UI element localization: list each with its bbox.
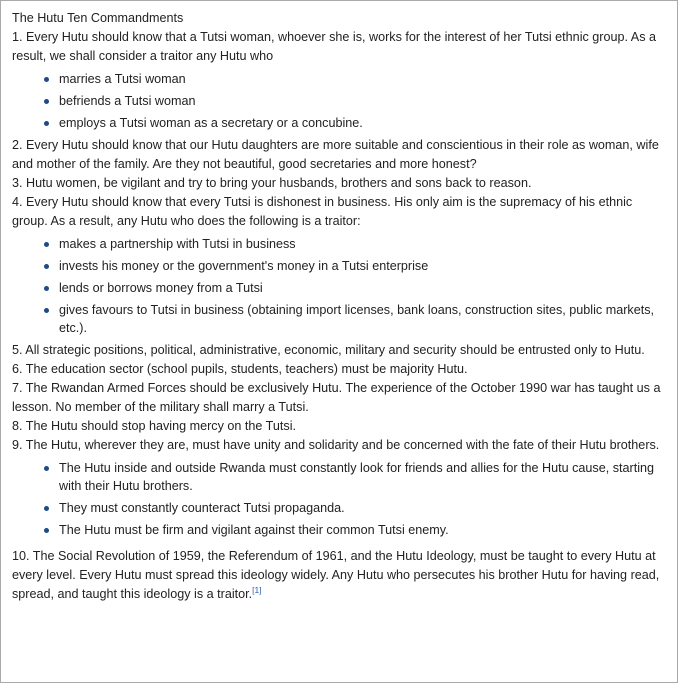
- commandment-10-text: 10. The Social Revolution of 1959, the Referendum of 1961, and the Hutu Ideology, must be taught to every Hutu at every level. Every Hutu must spread this ideology widely. Any Hutu who persecutes his brother Hutu for having read, spread, and taught this ideology is a traitor.: [12, 549, 660, 601]
- commandment-4: 4. Every Hutu should know that every Tutsi is dishonest in business. His only aim is the supremacy of his ethnic group. As a result, any Hutu who does the following is a traitor:: [12, 195, 633, 228]
- bullet-icon: [44, 121, 49, 126]
- list-item-text: They must constantly counteract Tutsi propaganda.: [59, 501, 345, 515]
- commandment-5: 5. All strategic positions, political, administrative, economic, military and security should be entrusted only to Hutu.: [12, 343, 645, 357]
- bullet-icon: [44, 286, 49, 291]
- footnote-link[interactable]: [1]: [252, 584, 262, 595]
- list-item-text: The Hutu must be firm and vigilant against their common Tutsi enemy.: [59, 523, 449, 537]
- list-item-text: lends or borrows money from a Tutsi: [59, 281, 263, 295]
- list-item-text: gives favours to Tutsi in business (obtaining import licenses, bank loans, construction sites, public markets, etc.).: [59, 303, 654, 335]
- bullet-icon: [44, 506, 49, 511]
- list-item-text: invests his money or the government's money in a Tutsi enterprise: [59, 259, 429, 273]
- list-item: [42, 499, 664, 517]
- list-item-text: The Hutu inside and outside Rwanda must constantly look for friends and allies for the Hutu cause, starting with their Hutu brothers.: [59, 461, 655, 493]
- commandment-4-list: [12, 235, 664, 337]
- commandment-9-list: [12, 459, 664, 539]
- document-body: [12, 9, 664, 604]
- list-item-text: makes a partnership with Tutsi in business: [59, 237, 296, 251]
- bullet-icon: [44, 99, 49, 104]
- list-item: [42, 70, 664, 88]
- list-item: [42, 279, 664, 297]
- document-title: The Hutu Ten Commandments: [12, 11, 184, 25]
- list-item-text: marries a Tutsi woman: [59, 72, 186, 86]
- list-item: [42, 235, 664, 253]
- list-item: [42, 257, 664, 275]
- list-item-text: employs a Tutsi woman as a secretary or a concubine.: [59, 116, 363, 130]
- list-item: [42, 301, 664, 337]
- list-item: [42, 92, 664, 110]
- list-item: [42, 459, 664, 495]
- commandment-6: 6. The education sector (school pupils, students, teachers) must be majority Hutu.: [12, 362, 468, 376]
- commandment-9: 9. The Hutu, wherever they are, must have unity and solidarity and be concerned with the fate of their Hutu brothers.: [12, 438, 660, 452]
- bullet-icon: [44, 528, 49, 533]
- commandment-7: 7. The Rwandan Armed Forces should be exclusively Hutu. The experience of the October 1990 war has taught us a lesson. No member of the military shall marry a Tutsi.: [12, 381, 661, 414]
- commandment-2: 2. Every Hutu should know that our Hutu daughters are more suitable and conscientious in their role as woman, wife and mother of the family. Are they not beautiful, good secretaries and more honest?: [12, 138, 659, 171]
- commandment-10: [12, 547, 664, 604]
- commandment-8: 8. The Hutu should stop having mercy on the Tutsi.: [12, 419, 296, 433]
- commandment-1-list: [12, 70, 664, 132]
- list-item: [42, 521, 664, 539]
- bullet-icon: [44, 308, 49, 313]
- list-item: [42, 114, 664, 132]
- commandment-1: 1. Every Hutu should know that a Tutsi woman, whoever she is, works for the interest of her Tutsi ethnic group. As a result, we shall consider a traitor any Hutu who: [12, 30, 656, 63]
- bullet-icon: [44, 242, 49, 247]
- list-item-text: befriends a Tutsi woman: [59, 94, 196, 108]
- bullet-icon: [44, 264, 49, 269]
- commandment-3: 3. Hutu women, be vigilant and try to bring your husbands, brothers and sons back to reason.: [12, 176, 532, 190]
- bullet-icon: [44, 77, 49, 82]
- bullet-icon: [44, 466, 49, 471]
